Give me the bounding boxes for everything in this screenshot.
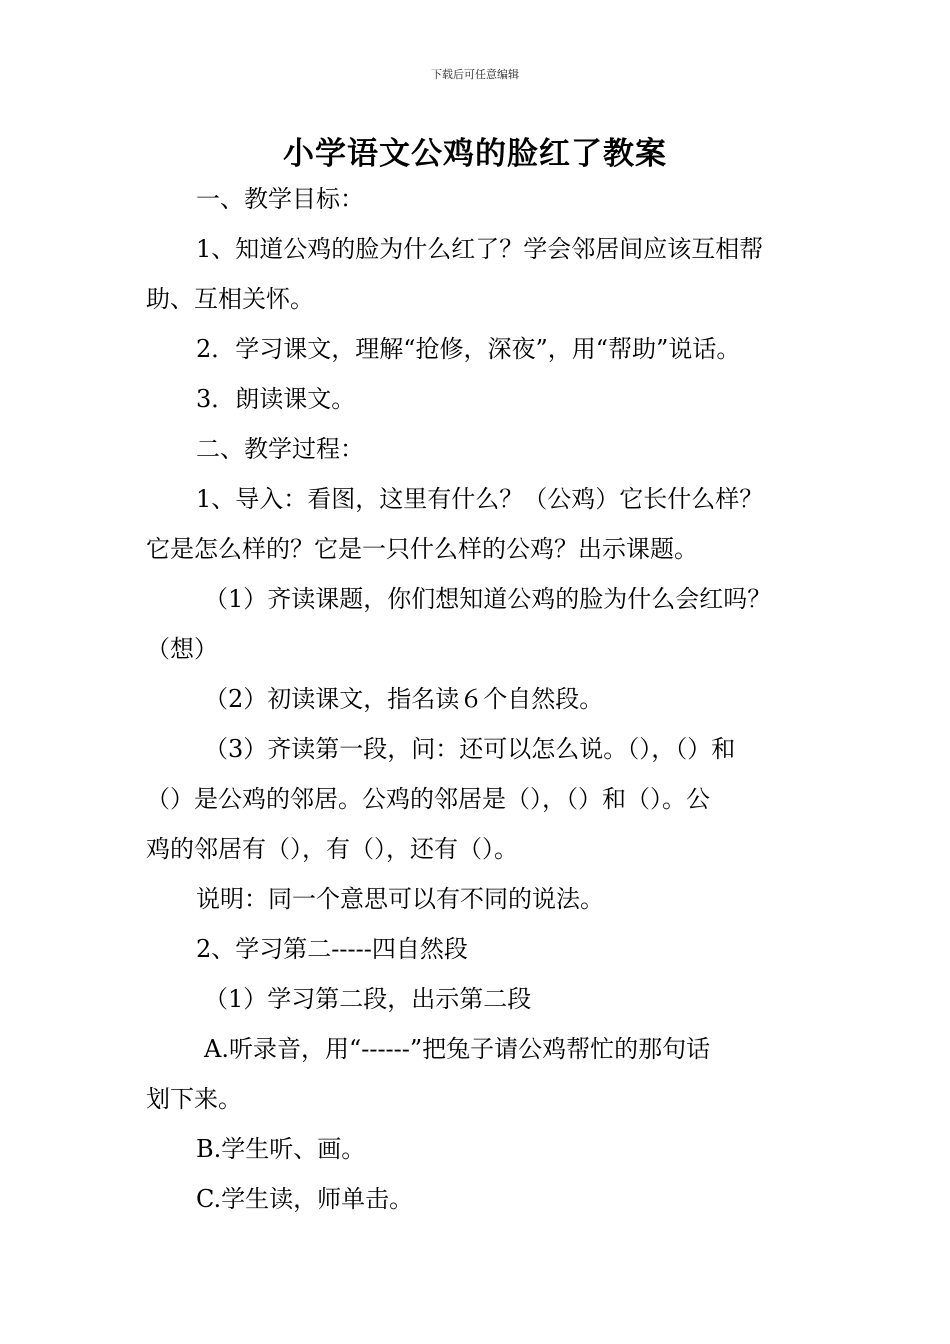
paragraph-line: 3．朗读课文。 [196,385,356,413]
paragraph-line: C.学生读，师单击。 [196,1185,414,1213]
document-title: 小学语文公鸡的脸红了教案 [283,136,667,172]
paragraph-line: 1、导入：看图，这里有什么？（公鸡）它长什么样？ [196,485,764,513]
paragraph-line: 2、学习第二-----四自然段 [196,935,468,963]
paragraph-line: 鸡的邻居有（），有（），还有（）。 [146,835,518,863]
paragraph-line: 助、互相关怀。 [146,285,314,313]
paragraph-line: B.学生听、画。 [196,1135,366,1163]
paragraph-line: 2．学习课文，理解“抢修，深夜”，用“帮助”说话。 [196,335,741,363]
paragraph-line: （想） [146,635,218,663]
paragraph-line: （1）齐读课题，你们想知道公鸡的脸为什么会红吗？ [204,585,772,613]
paragraph-line: （）是公鸡的邻居。公鸡的邻居是（），（）和（）。公 [146,785,710,813]
header-note: 下载后可任意编辑 [431,68,519,81]
paragraph-line: 它是怎么样的？它是一只什么样的公鸡？出示课题。 [146,535,698,563]
paragraph-line: 划下来。 [146,1085,242,1113]
section-heading-objectives: 一、教学目标： [196,185,364,213]
paragraph-line: 1、知道公鸡的脸为什么红了？学会邻居间应该互相帮 [196,235,764,263]
paragraph-line: （2）初读课文，指名读６个自然段。 [204,685,604,713]
paragraph-line: A.听录音，用“------”把兔子请公鸡帮忙的那句话 [204,1035,711,1063]
paragraph-line: （1）学习第二段，出示第二段 [204,985,532,1013]
paragraph-line: （3）齐读第一段，问：还可以怎么说。（），（）和 [204,735,736,763]
paragraph-line: 说明：同一个意思可以有不同的说法。 [196,885,604,913]
section-heading-process: 二、教学过程： [196,435,364,463]
